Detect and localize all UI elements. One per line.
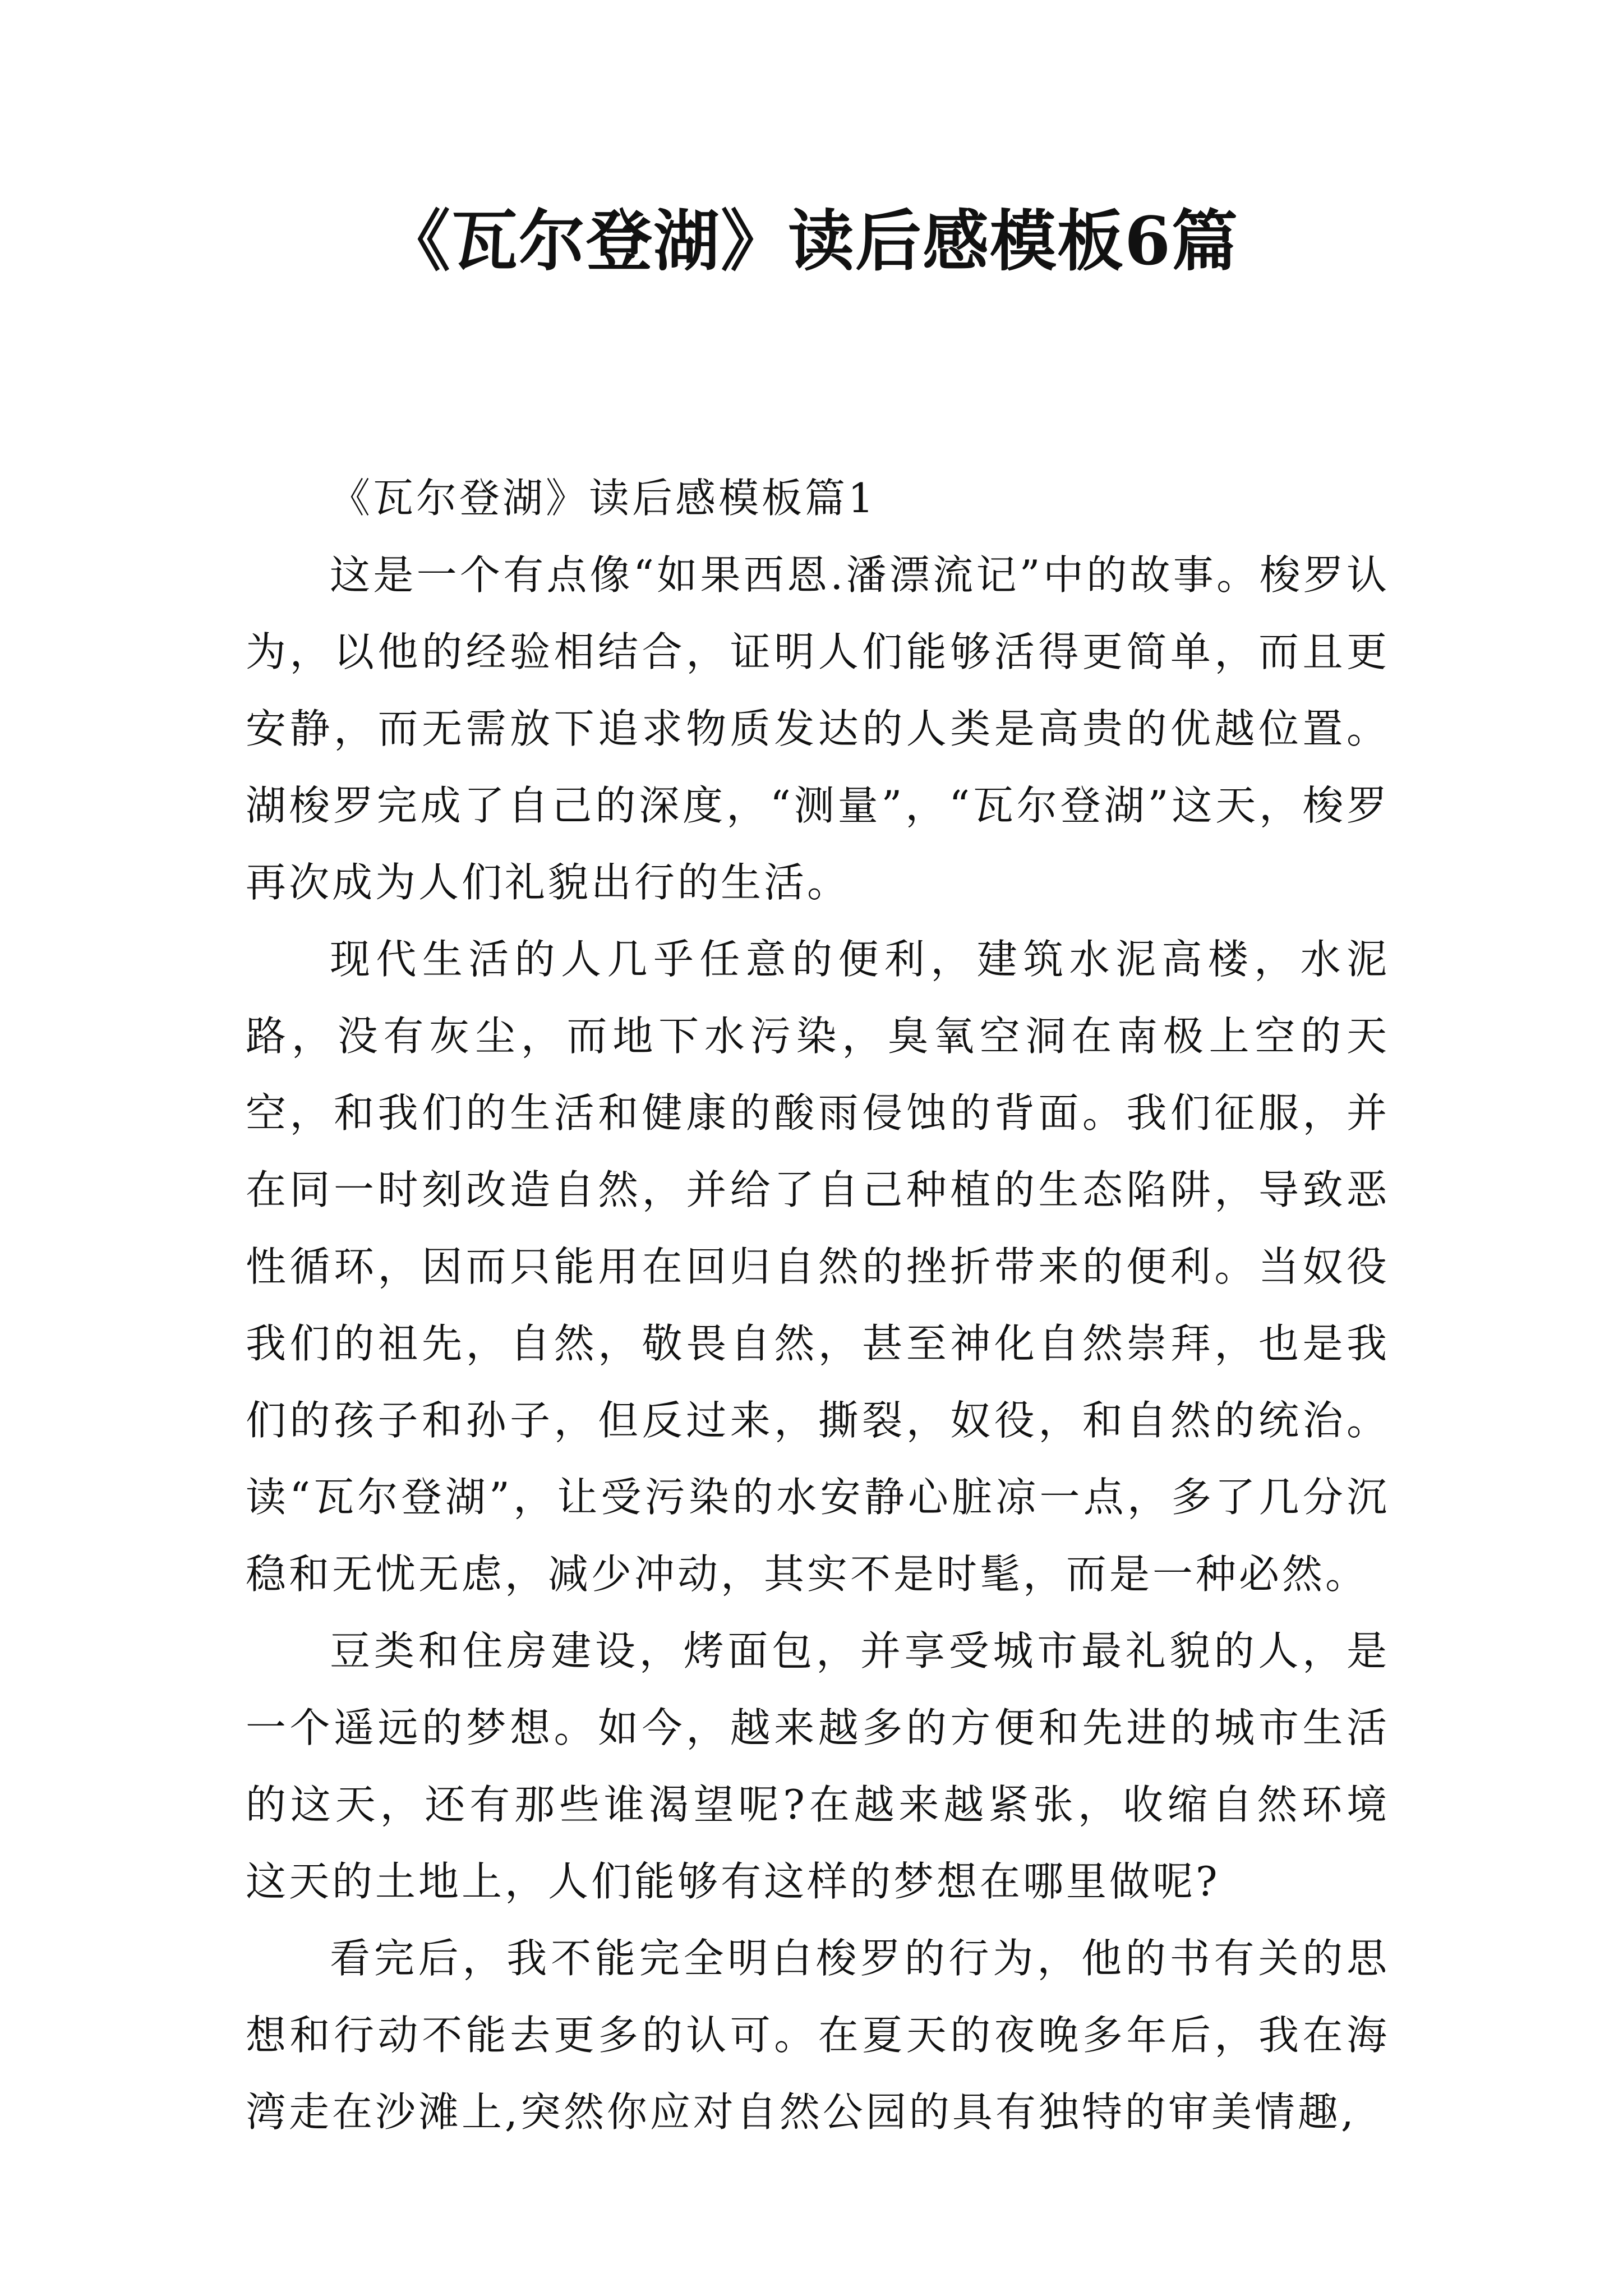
document-title: 《瓦尔登湖》读后感模板6篇 <box>384 202 1239 280</box>
paragraph-2: 现代生活的人几乎任意的便利，建筑水泥高楼，水泥路，没有灰尘，而地下水污染，臭氧空洞在南极上空的天空，和我们的生活和健康的酸雨侵蚀的背面。我们征服，并在同一时刻改造自然，并给了自己种植的生态陷阱，导致恶性循环，因而只能用在回归自然的挫折带来的便利。当奴役我们的祖先，自然，敬畏自然，甚至神化自然崇拜，也是我们的孩子和孙子，但反过来，撕裂，奴役，和自然的统治。读“瓦尔登湖”，让受污染的水安静心脏凉一点，多了几分沉稳和无忧无虑，减少冲动，其实不是时髦，而是一种必然。 <box>246 936 1390 1598</box>
paragraph-4: 看完后，我不能完全明白梭罗的行为，他的书有关的思想和行动不能去更多的认可。在夏天的夜晚多年后，我在海湾走在沙滩上,突然你应对自然公园的具有独特的审美情趣, <box>246 1935 1390 2136</box>
document-body <box>246 460 1390 2151</box>
paragraph-3: 豆类和住房建设，烤面包，并享受城市最礼貌的人，是一个遥远的梦想。如今，越来越多的方便和先进的城市生活的这天，还有那些谁渴望呢?在越来越紧张，收缩自然环境这天的土地上，人们能够有这样的梦想在哪里做呢? <box>246 1627 1390 1905</box>
section-heading: 《瓦尔登湖》读后感模板篇1 <box>330 475 877 522</box>
paragraph-1: 这是一个有点像“如果西恩.潘漂流记”中的故事。梭罗认为，以他的经验相结合，证明人们能够活得更简单，而且更安静，而无需放下追求物质发达的人类是高贵的优越位置。湖梭罗完成了自己的深度，“测量”，“瓦尔登湖”这天，梭罗再次成为人们礼貌出行的生活。 <box>246 551 1390 906</box>
